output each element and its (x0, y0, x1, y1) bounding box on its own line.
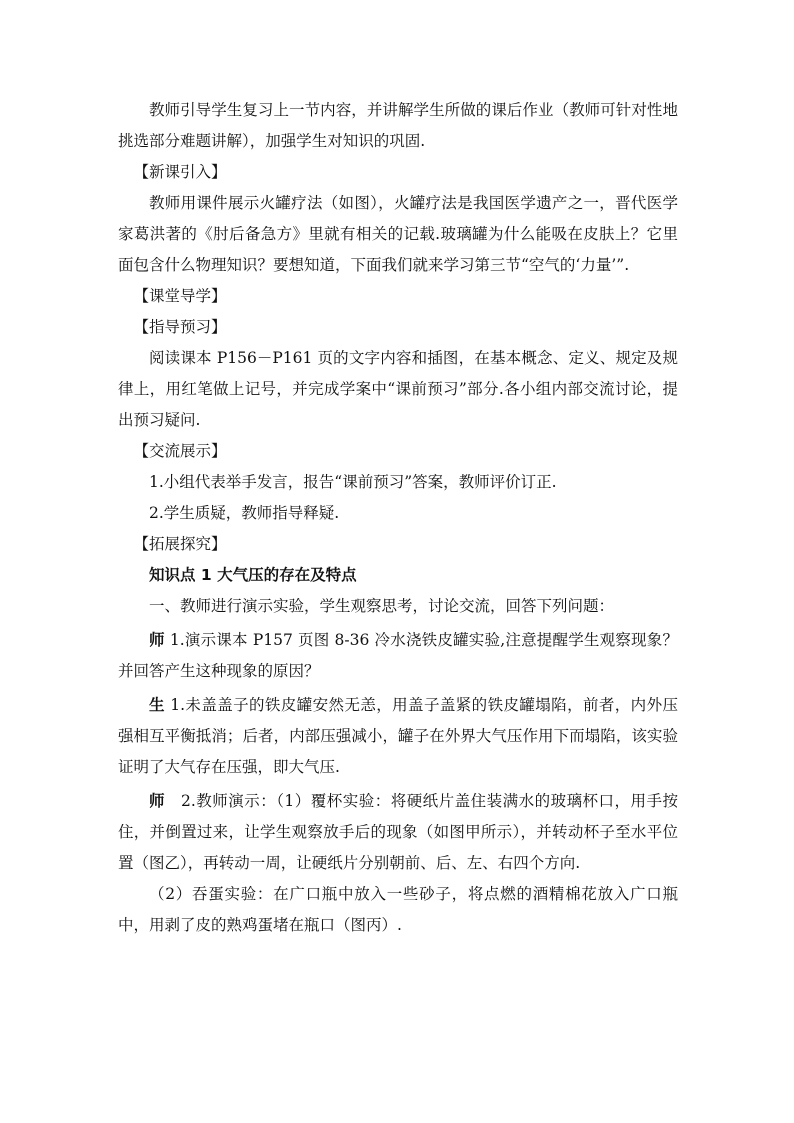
speaker-student: 生 (149, 696, 165, 714)
teacher-demo-1 (118, 625, 678, 687)
teacher-demo-1-text: 1.演示课本 P157 页图 8-36 冷水浇铁皮罐实验,注意提醒学生观察现象？并回答产生这种现象的原因？ (118, 631, 678, 680)
knowledge-point-1-title: 知识点 1 大气压的存在及特点 (149, 566, 357, 584)
teacher-demo-2-text: 2.教师演示：（1）覆杯实验：将硬纸片盖住装满水的玻璃杯口，用手按住，并倒置过来，让学生观察放手后的现象（如图甲所示），并转动杯子至水平位置（图乙），再转动一周，让硬纸片分别朝前、后、左、右四个方向. (118, 792, 678, 872)
heading-class-guide: 【课堂导学】 (133, 287, 227, 305)
exchange-item-2: 2.学生质疑，教师指导释疑. (149, 504, 340, 522)
exchange-item-1: 1.小组代表举手发言，报告“课前预习”答案，教师评价订正. (149, 473, 557, 491)
preview-paragraph: 阅读课本 P156－P161 页的文字内容和插图，在基本概念、定义、规定及规律上，用红笔做上记号，并完成学案中“课前预习”部分.各小组内部交流讨论，提出预习疑问. (118, 349, 678, 429)
student-answer-1 (118, 690, 678, 783)
intro-paragraph: 教师用课件展示火罐疗法（如图），火罐疗法是我国医学遗产之一，晋代医学家葛洪著的《肘后备急方》里就有相关的记载.玻璃罐为什么能吸在皮肤上？它里面包含什么物理知识？要想知道，下面我们就来学习第三节“空气的‘力量’”. (118, 194, 678, 274)
review-paragraph: 教师引导学生复习上一节内容，并讲解学生所做的课后作业（教师可针对性地挑选部分难题讲解），加强学生对知识的巩固. (118, 101, 678, 150)
document-page (118, 95, 678, 941)
egg-experiment-paragraph: （2）吞蛋实验：在广口瓶中放入一些砂子，将点燃的酒精棉花放入广口瓶中，用剥了皮的熟鸡蛋堵在瓶口（图丙）. (118, 885, 678, 934)
teacher-demo-2 (118, 786, 678, 879)
heading-new-lesson: 【新课引入】 (133, 163, 227, 181)
speaker-teacher: 师 (149, 631, 165, 649)
speaker-teacher-2: 师 (149, 792, 165, 810)
heading-explore: 【拓展探究】 (133, 535, 227, 553)
student-answer-1-text: 1.未盖盖子的铁皮罐安然无恙，用盖子盖紧的铁皮罐塌陷，前者，内外压强相互平衡抵消；后者，内部压强减小，罐子在外界大气压作用下而塌陷，该实验证明了大气存在压强，即大气压. (118, 696, 678, 776)
heading-exchange: 【交流展示】 (133, 442, 227, 460)
heading-preview: 【指导预习】 (133, 318, 227, 336)
kp1-intro: 一、教师进行演示实验，学生观察思考，讨论交流，回答下列问题： (149, 597, 615, 615)
